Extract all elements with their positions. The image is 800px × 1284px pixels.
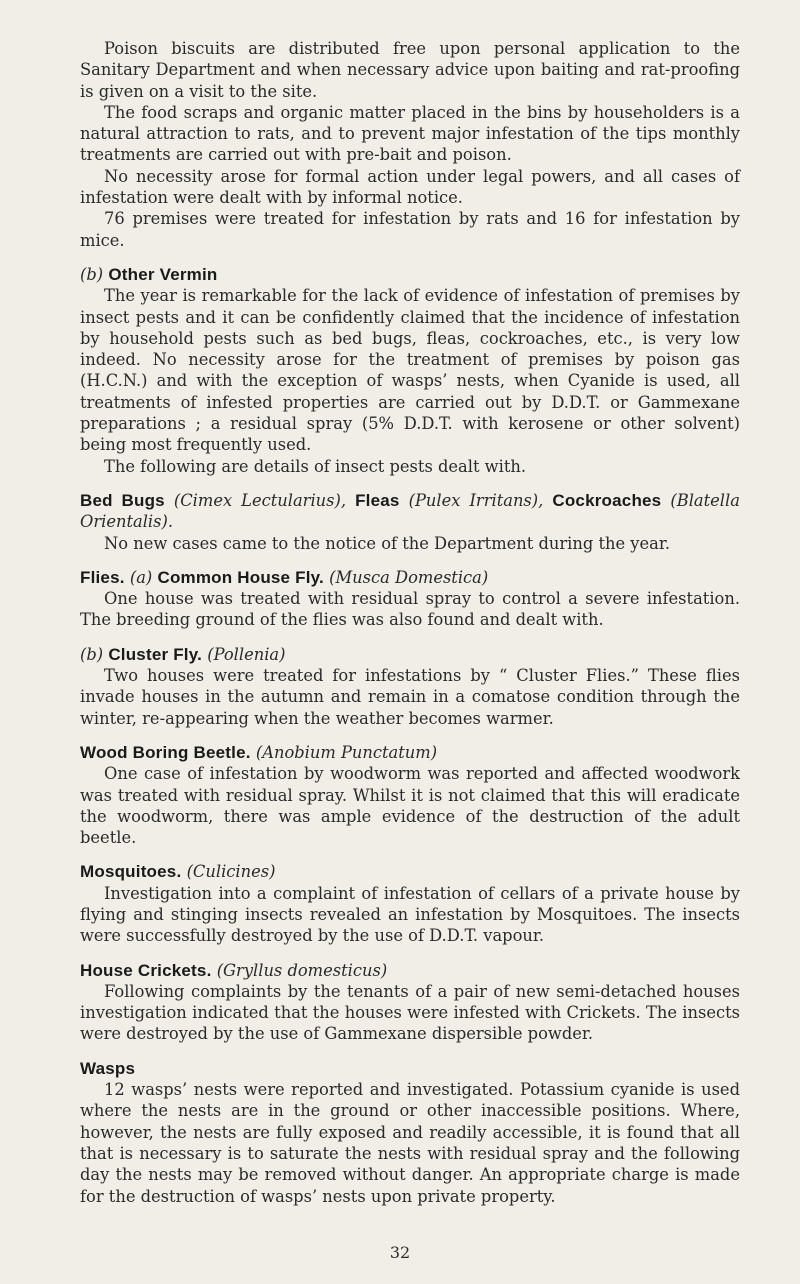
heading-fleas: Fleas (355, 490, 400, 510)
latin-name: (Anobium Punctatum) (255, 742, 438, 762)
mosquitoes-heading (80, 861, 740, 882)
other-vermin-paragraph-1: The year is remarkable for the lack of evidence of infestation of premises by insect pests and it can be confidently claimed that the incidence of infestation by household pests such as bed bugs, fleas, cockroaches, etc., is very low indeed. No necessity arose for the treatment of premises by poison gas (H.C.N.) and with the exception of wasps’ nests, when Cyanide is used, all treatments of infested properties are carried out by D.D.T. or Gammexane preparations ; a residual spray (5% D.D.T. with kerosene or other solvent) being most frequently used. (80, 286, 740, 455)
other-vermin-paragraph-2: The following are details of insect pests dealt with. (104, 456, 527, 476)
crickets-heading (80, 960, 740, 981)
cluster-fly-heading (80, 644, 740, 665)
page-number: 32 (389, 1243, 411, 1262)
latin-name: (Gryllus domesticus) (216, 960, 388, 980)
heading-cockroaches: Cockroaches (552, 490, 662, 510)
heading-mosquitoes: Mosquitoes. (80, 862, 182, 882)
wasps-paragraph: 12 wasps’ nests were reported and investigated. Potassium cyanide is used where the nests are in the ground or other inaccessible positions. Where, however, the nests are fully exposed and readily accessible, it is found that all that is necessary is to saturate the nests with residual spray and the following day the nests may be removed without danger. An appropriate charge is made for the destruction of wasps’ nests upon private property. (80, 1080, 740, 1206)
rats-paragraph-2: The food scraps and organic matter placed in the bins by householders is a natural attraction to rats, and to prevent major infestation of the tips monthly treatments are carried out with pre-bait and poison. (80, 102, 740, 165)
mosquitoes-paragraph: Investigation into a complaint of infestation of cellars of a private house by flying and stinging insects revealed an infestation by Mosquitoes. The insects were successfully destroyed by the use of D.D.T. vapour. (80, 883, 740, 946)
bedbugs-paragraph: No new cases came to the notice of the Department during the year. (104, 533, 670, 553)
latin-name: (Culicines) (186, 862, 276, 882)
beetle-heading (80, 742, 740, 763)
heading-bed-bugs: Bed Bugs (80, 490, 165, 510)
other-vermin-heading (80, 264, 740, 285)
bedbugs-heading (80, 490, 740, 533)
rats-paragraph-1: Poison biscuits are distributed free upon personal application to the Sanitary Department and when necessary advice upon baiting and rat-proofing is given on a visit to the site. (80, 39, 740, 101)
section-letter: (a) (129, 567, 153, 587)
section-letter: (b) (80, 644, 104, 664)
rats-paragraph-3: No necessity arose for formal action under legal powers, and all cases of infestation were dealt with by informal notice. (80, 166, 740, 208)
section-letter: (b) (80, 264, 104, 284)
latin-name: (Blatella Orientalis). (80, 490, 740, 532)
heading-house-fly: Common House Fly. (157, 567, 324, 587)
flies-heading (80, 567, 740, 588)
latin-name: (Musca Domestica) (329, 567, 489, 587)
latin-name: (Pulex Irritans), (408, 490, 544, 510)
latin-name: (Pollenia) (207, 644, 286, 664)
latin-name: (Cimex Lectularius), (173, 490, 347, 510)
beetle-paragraph: One case of infestation by woodworm was reported and affected woodwork was treated with residual spray. Whilst it is not claimed that this will eradicate the woodworm, there was ample evidence of the destruction of the adult beetle. (80, 764, 740, 848)
rats-paragraph-4: 76 premises were treated for infestation by rats and 16 for infestation by mice. (80, 209, 740, 250)
heading-house-crickets: House Crickets. (80, 960, 212, 980)
section-title: Other Vermin (108, 264, 218, 284)
heading-wasps: Wasps (80, 1058, 136, 1078)
wasps-heading (80, 1058, 740, 1079)
cluster-fly-paragraph: Two houses were treated for infestations by “ Cluster Flies.” These flies invade houses in the autumn and remain in a comatose condition through the winter, re-appearing when the weather becomes warmer. (80, 666, 740, 728)
heading-wood-boring-beetle: Wood Boring Beetle. (80, 742, 251, 762)
heading-flies: Flies. (80, 567, 125, 587)
crickets-paragraph: Following complaints by the tenants of a pair of new semi-detached houses investigation indicated that the houses were infested with Crickets. The insects were destroyed by the use of Gammexane dispersible powder. (80, 981, 740, 1044)
heading-cluster-fly: Cluster Fly. (108, 644, 203, 664)
flies-paragraph: One house was treated with residual spray to control a severe infestation. The breeding ground of the flies was also found and dealt with. (80, 589, 740, 630)
